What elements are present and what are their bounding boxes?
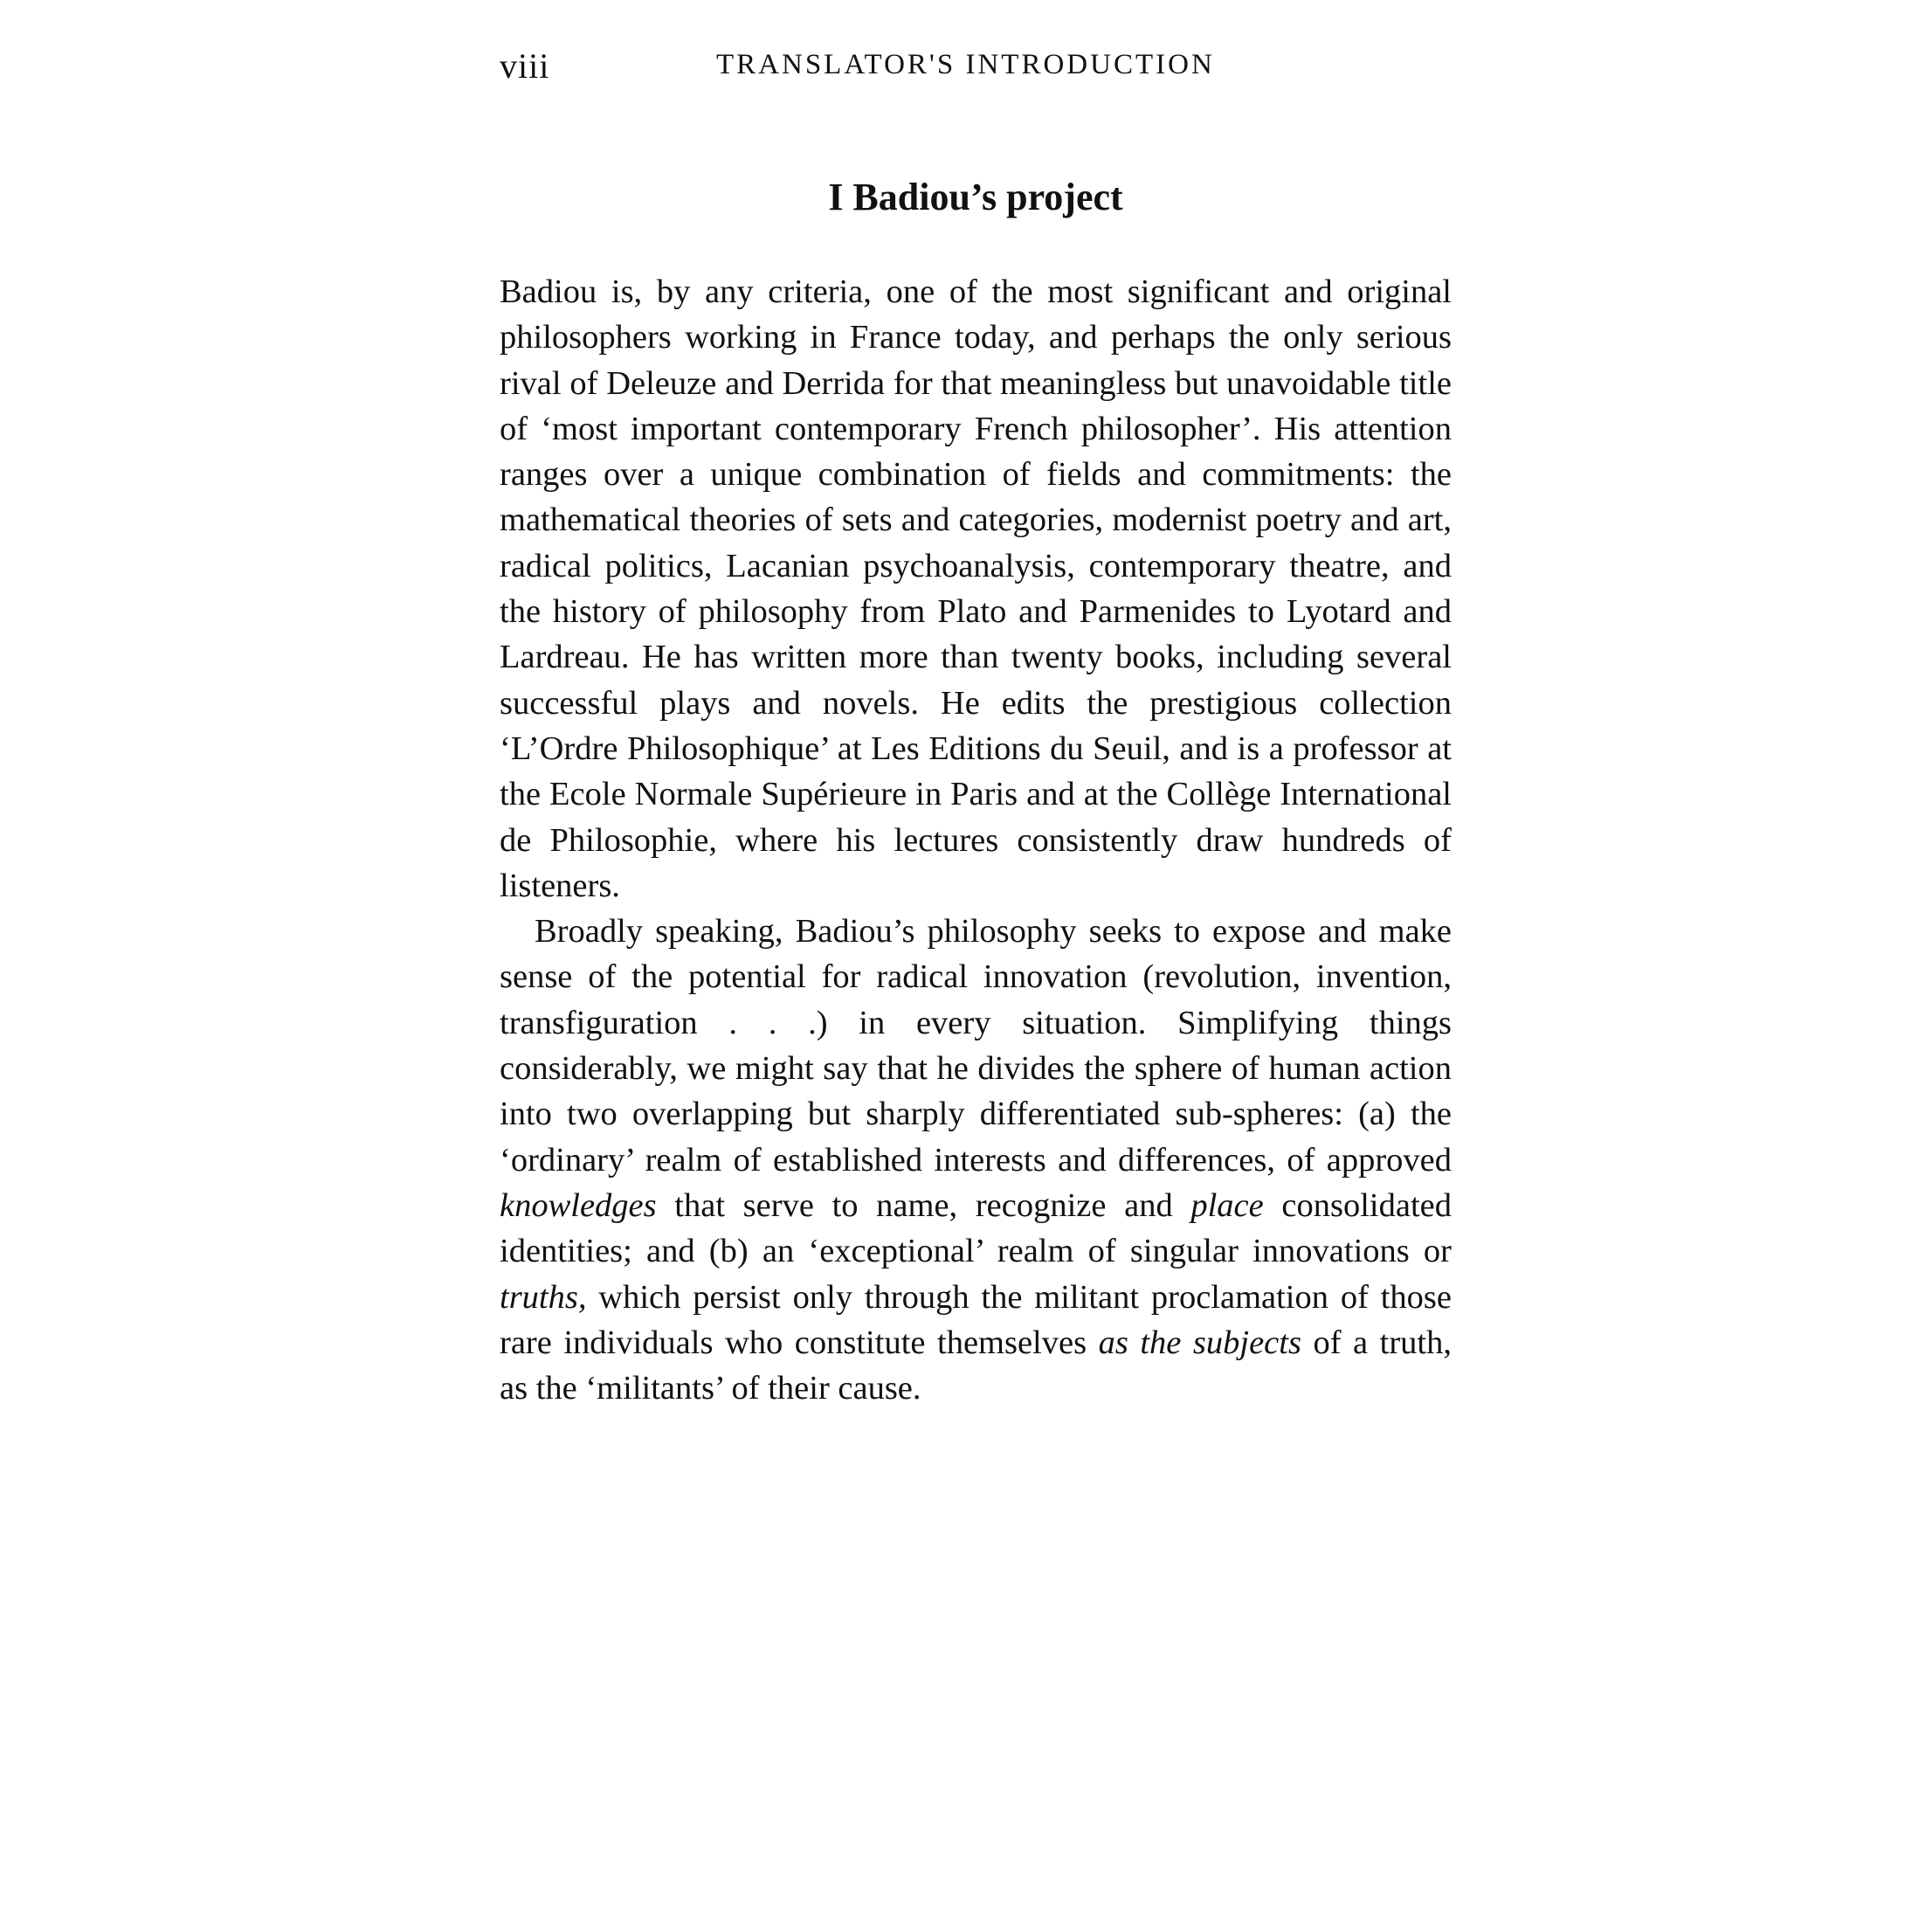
emphasis-knowledges: knowledges — [500, 1186, 657, 1224]
page-number: viii — [500, 46, 550, 86]
paragraph-2 — [500, 909, 1452, 1411]
paragraph-2-text-b: that serve to name, recognize and — [656, 1186, 1191, 1224]
paragraph-1: Badiou is, by any criteria, one of the most significant and original philosophers working in France today, and perhaps the only serious rival of Deleuze and Derrida for that meaningless but unavoidable title of ‘most important contemporary French philosopher’. His attention ranges over a unique combination of fields and commitments: the mathematical theories of sets and categories, modernist poetry and art, radical politics, Lacanian psychoanalysis, contemporary theatre, and the history of philosophy from Plato and Parmenides to Lyotard and Lardreau. He has written more than twenty books, including several successful plays and novels. He edits the prestigious collection ‘L’Ordre Philosophique’ at Les Editions du Seuil, and is a professor at the Ecole Normale Supérieure in Paris and at the Collège International de Philosophie, where his lectures consistently draw hundreds of listeners. — [500, 273, 1452, 904]
emphasis-place: place — [1190, 1186, 1264, 1224]
emphasis-truths: truths, — [500, 1278, 587, 1316]
paragraph-2-text-d: which persist only through the militant proclamation of those rare individuals who constitute themselves — [500, 1278, 1452, 1361]
paragraph-2-text-a: Broadly speaking, Badiou’s philosophy seeks to expose and make sense of the potential for radical innovation (revolution, invention, transfiguration . . .) in every situation. Simplifying things considerably, we might say that he divides the sphere of human action into two overlapping but sharply differentiated sub-spheres: (a) the ‘ordinary’ realm of established interests and differences, of approved — [500, 913, 1452, 1179]
body-text — [500, 269, 1452, 1411]
emphasis-as-the-subjects: as the subjects — [1098, 1324, 1301, 1361]
paragraph-2-text-e: of a truth, as the ‘militants’ of their cause. — [500, 1324, 1452, 1407]
running-title: TRANSLATOR'S INTRODUCTION — [716, 49, 1215, 80]
running-head — [500, 45, 1452, 89]
section-heading: I Badiou’s project — [828, 176, 1123, 218]
paragraph-2-text-c: consolidated identities; and (b) an ‘exceptional’ realm of singular innovations or — [500, 1186, 1452, 1270]
